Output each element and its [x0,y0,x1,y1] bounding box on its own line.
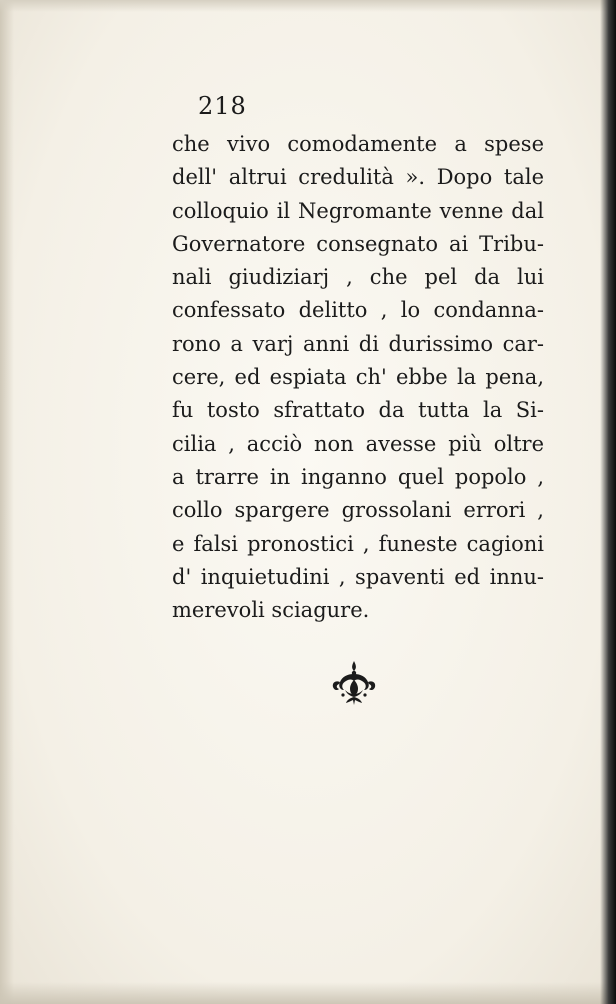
text-line: d' inquietudini , spaventi ed innu- [172,564,544,589]
text-line: collo spargere grossolani errori , [172,498,544,523]
text-line: Governatore consegnato ai Tribu- [172,231,544,256]
text-line: cere, ed espiata ch' ebbe la pena, [172,365,544,390]
text-line: cilia , acciò non avesse più oltre [172,431,544,456]
body-text [172,128,544,627]
book-spine-shadow [600,0,616,1004]
text-line: che vivo comodamente a spese [172,132,544,156]
text-line: fu tosto sfrattato da tutta la Si- [172,398,544,423]
page-top-edge [0,0,616,12]
text-line: merevoli sciagure. [172,598,370,623]
page-bottom-edge [0,982,616,1004]
page-left-edge [0,0,14,1004]
text-line: dell' altrui credulità ». Dopo tale [172,165,544,190]
text-line: confessato delitto , lo condanna- [172,298,544,323]
text-line: a trarre in inganno quel popolo , [172,464,544,489]
text-line: e falsi pronostici , funeste cagioni [172,531,544,556]
text-line: rono a varj anni di durissimo car- [172,331,544,356]
page-number: 218 [198,92,247,120]
fleuron-icon [330,660,378,706]
text-line: colloquio il Negromante venne dal [172,198,544,223]
text-line: nali giudiziarj , che pel da lui [172,265,544,290]
